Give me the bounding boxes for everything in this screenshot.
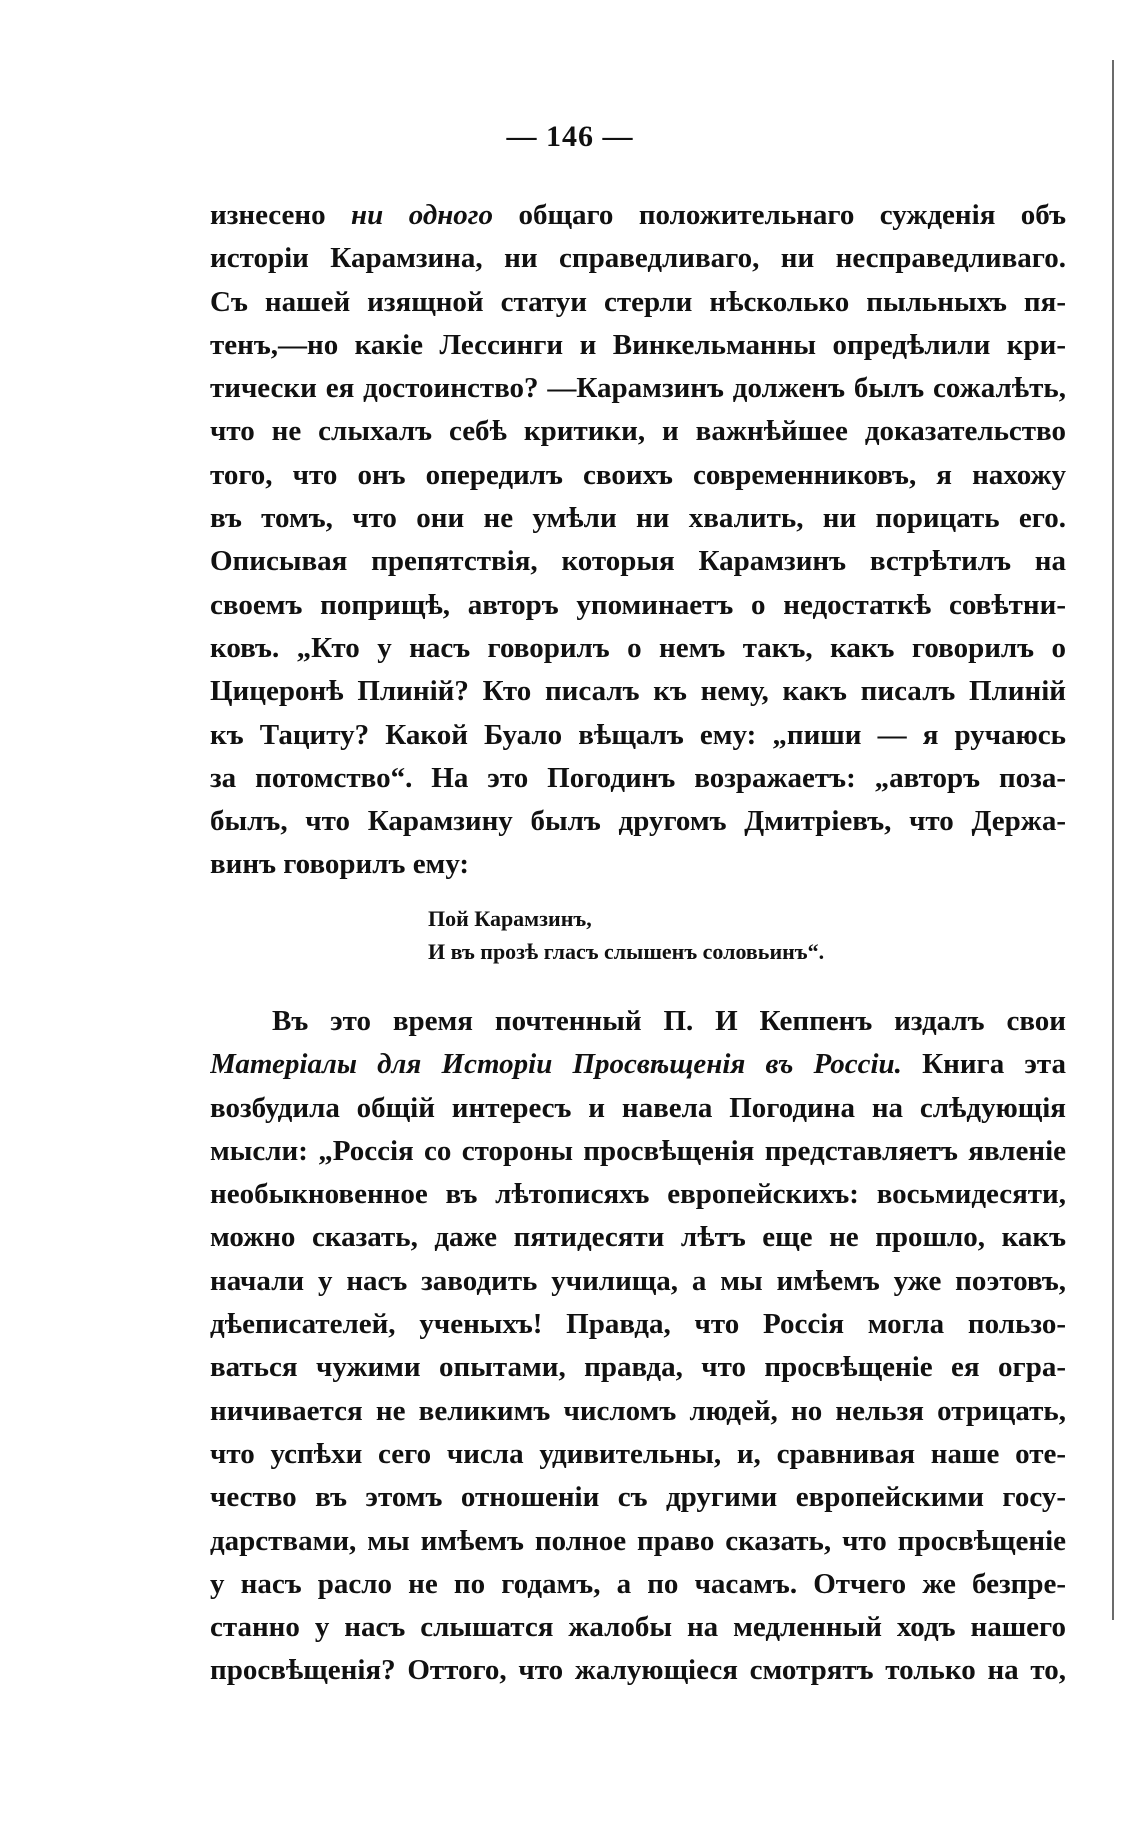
text-line: дѣеписателей, ученыхъ! Правда, что Россія могла пользо- — [210, 1308, 1066, 1341]
text-line: Въ это время почтенный П. И Кеппенъ издалъ свои — [272, 1005, 1066, 1037]
text-line: за потомство“. На это Погодинъ возражаетъ: „авторъ поза- — [210, 761, 1066, 794]
verse-quote — [428, 902, 824, 968]
text-line: начали у насъ заводить училища, а мы имѣемъ уже поэтовъ, — [210, 1264, 1066, 1297]
text-segment: общаго положительнаго сужденія объ — [493, 199, 1066, 231]
text-line: винъ говорилъ ему: — [210, 848, 470, 881]
text-line: ваться чужими опытами, правда, что просвѣщеніе ея огра- — [210, 1351, 1066, 1384]
text-line: того, что онъ опередилъ своихъ современниковъ, я нахожу — [210, 458, 1066, 491]
text-line: своемъ поприщѣ, авторъ упоминаетъ о недостаткѣ совѣтни- — [210, 588, 1066, 621]
text-line: ничивается не великимъ числомъ людей, но нельзя отрицать, — [210, 1394, 1066, 1427]
verse-line: И въ прозѣ гласъ слышенъ соловьинъ“. — [428, 939, 825, 964]
text-line: тически ея достоинство? —Карамзинъ долженъ былъ сожалѣть, — [210, 372, 1066, 405]
text-line: станно у насъ слышатся жалобы на медленный ходъ нашего — [210, 1611, 1066, 1644]
text-line — [210, 1043, 1066, 1086]
text-segment: изнесено — [210, 199, 352, 231]
text-line: Съ нашей изящной статуи стерли нѣсколько пыльныхъ пя- — [210, 285, 1066, 318]
verse-line: Пой Карамзинъ, — [428, 906, 592, 931]
text-line: былъ, что Карамзину былъ другомъ Дмитріевъ, что Держа- — [210, 805, 1066, 838]
text-line — [210, 194, 1066, 237]
page-number: — 146 — — [506, 120, 634, 153]
text-line: дарствами, мы имѣемъ полное право сказать, что просвѣщеніе — [210, 1524, 1066, 1557]
text-line: необыкновенное въ лѣтописяхъ европейскихъ: восьмидесяти, — [210, 1178, 1066, 1211]
text-line: возбудила общій интересъ и навела Погодина на слѣдующія — [210, 1091, 1066, 1124]
text-line: Цицеронѣ Плиній? Кто писалъ къ нему, какъ писалъ Плиній — [210, 675, 1066, 708]
text-line: мысли: „Россія со стороны просвѣщенія представляетъ явленіе — [210, 1134, 1066, 1167]
text-line: ковъ. „Кто у насъ говорилъ о немъ такъ, какъ говорилъ о — [210, 631, 1066, 664]
text-line: чество въ этомъ отношеніи съ другими европейскими госу- — [210, 1481, 1066, 1514]
text-line: просвѣщенія? Оттого, что жалующіеся смотрятъ только на то, — [210, 1654, 1066, 1687]
text-line: въ томъ, что они не умѣли ни хвалить, ни порицать его. — [210, 502, 1066, 535]
text-line: къ Тациту? Какой Буало вѣщалъ ему: „пиши — я ручаюсь — [210, 718, 1066, 751]
paragraph-1 — [210, 194, 1066, 887]
text-line: что не слыхалъ себѣ критики, и важнѣйшее доказательство — [210, 415, 1066, 448]
text-line: можно сказать, даже пятидесяти лѣтъ еще не прошло, какъ — [210, 1221, 1066, 1254]
page-edge-line — [1112, 60, 1114, 1620]
text-line: у насъ расло не по годамъ, а по часамъ. Отчего же безпре- — [210, 1567, 1066, 1600]
italic-text: Матеріалы для Исторіи Просвѣщенія въ Россіи. — [210, 1048, 902, 1081]
text-line: тенъ,—но какіе Лессинги и Винкельманны опредѣлили кри- — [210, 328, 1066, 361]
paragraph-2 — [210, 1000, 1066, 1693]
text-line: Описывая препятствія, которыя Карамзинъ встрѣтилъ на — [210, 545, 1066, 578]
text-line: исторіи Карамзина, ни справедливаго, ни несправедливаго. — [210, 242, 1066, 275]
italic-text: ни одного — [351, 199, 494, 231]
text-line: что успѣхи сего числа удивительны, и, сравнивая наше оте- — [210, 1437, 1066, 1470]
text-segment: Книга эта — [901, 1048, 1066, 1081]
